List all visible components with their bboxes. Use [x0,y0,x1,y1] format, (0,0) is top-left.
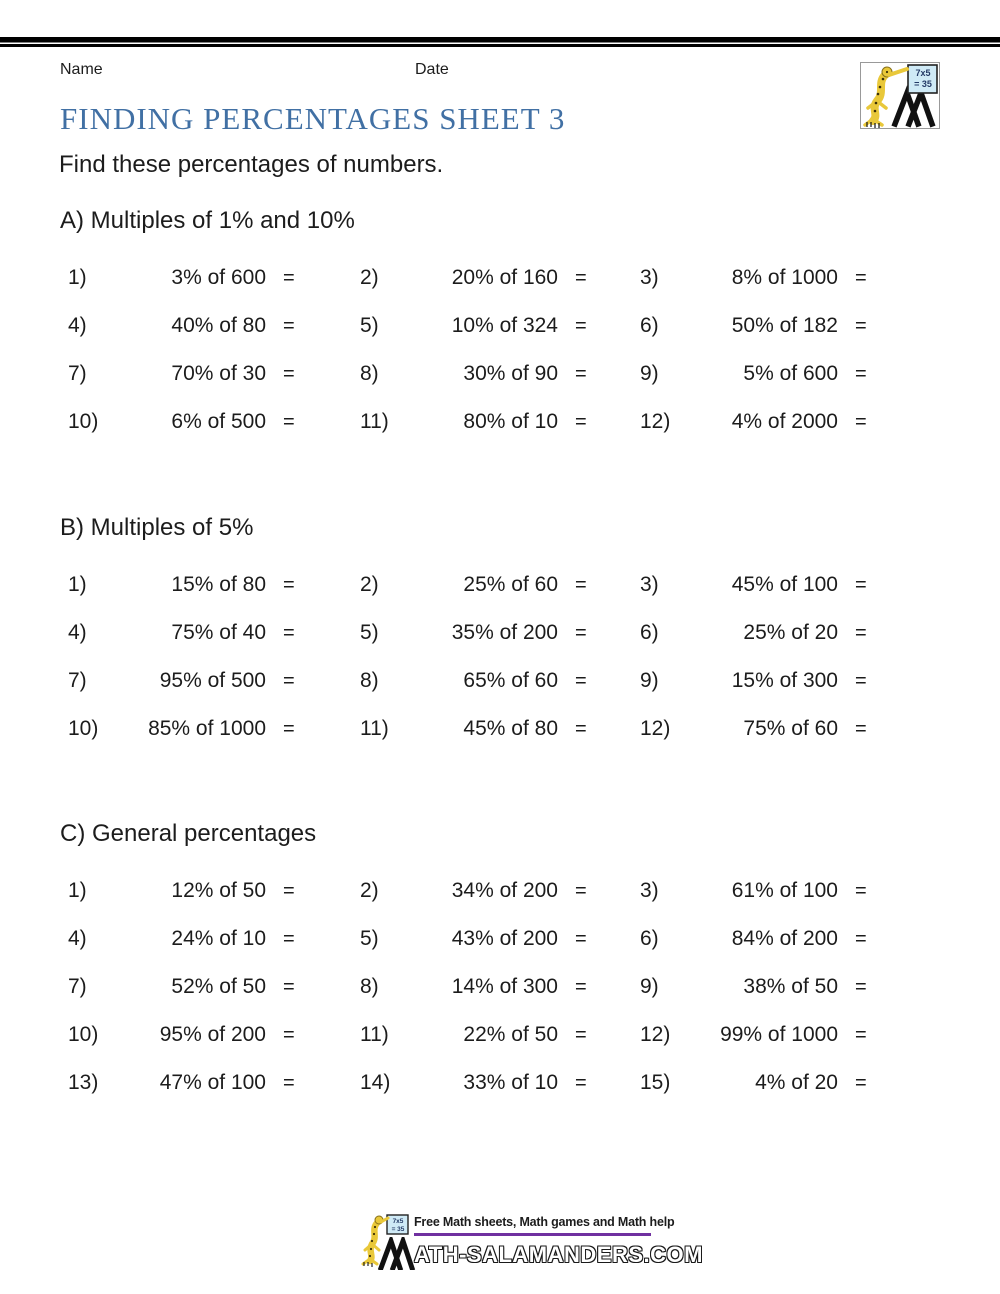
problem-expression: 43% of 200 [451,927,558,950]
problem-expression: 47% of 100 [159,1071,266,1094]
problem-expression: 40% of 80 [171,314,266,337]
problem-expression: 50% of 182 [731,314,838,337]
problem [352,705,632,753]
problem-number: 11) [360,717,389,740]
equals-sign: = [283,573,295,596]
problem-number: 4) [68,314,87,337]
problem-expression: 35% of 200 [451,621,558,644]
equals-sign: = [283,314,295,337]
problem-number: 12) [640,717,671,740]
problem [352,561,632,609]
equals-sign: = [283,669,295,692]
problem [352,254,632,302]
problem-expression: 70% of 30 [171,362,266,385]
problem-expression: 10% of 324 [451,314,558,337]
svg-text:7x5: 7x5 [392,1218,404,1225]
footer-tagline: Free Math sheets, Math games and Math help [414,1215,675,1229]
problem-number: 7) [68,975,87,998]
problem-number: 11) [360,410,389,433]
page-title: FINDING PERCENTAGES SHEET 3 [60,101,566,136]
problem-expression: 4% of 2000 [731,410,838,433]
problem [632,657,940,705]
salamander-logo-icon [861,63,939,128]
problem-expression: 95% of 200 [159,1023,266,1046]
problem-expression: 52% of 50 [171,975,266,998]
equals-sign: = [283,975,295,998]
problem-number: 9) [640,669,659,692]
footer-brand [352,1212,703,1274]
problem-number: 10) [68,1023,99,1046]
problem-number: 15) [640,1071,671,1094]
problem [352,1059,632,1107]
problem-expression: 34% of 200 [451,879,558,902]
section-b-problems [60,561,1000,753]
equals-sign: = [855,927,867,950]
problem-number: 1) [68,573,87,596]
problem-expression: 38% of 50 [743,975,838,998]
problem-number: 5) [360,927,379,950]
problem-expression: 30% of 90 [463,362,558,385]
problem [60,867,352,915]
problem [60,963,352,1011]
site-wordmark [378,1237,703,1270]
equals-sign: = [855,717,867,740]
equals-sign: = [283,621,295,644]
problem-expression: 24% of 10 [171,927,266,950]
problem-number: 10) [68,717,99,740]
problem-expression: 61% of 100 [731,879,838,902]
problem-number: 5) [360,621,379,644]
section-b-heading: B) Multiples of 5% [60,514,254,541]
m-logo-icon [895,93,932,124]
problem-number: 8) [360,669,379,692]
problem-expression: 45% of 80 [463,717,558,740]
equals-sign: = [575,314,587,337]
equals-sign: = [855,669,867,692]
problem [60,915,352,963]
equals-sign: = [575,879,587,902]
problem-number: 14) [360,1071,391,1094]
math-salamanders-logo [860,62,940,129]
equals-sign: = [575,1023,587,1046]
equals-sign: = [575,410,587,433]
problem-number: 7) [68,669,87,692]
problem-number: 5) [360,314,379,337]
equals-sign: = [855,410,867,433]
problem-number: 3) [640,879,659,902]
problem [60,561,352,609]
problem [632,705,940,753]
problem-expression: 15% of 300 [731,669,838,692]
equals-sign: = [575,717,587,740]
problem [632,254,940,302]
problem-expression: 8% of 1000 [731,266,838,289]
equals-sign: = [283,362,295,385]
problem-number: 2) [360,573,379,596]
problem [352,609,632,657]
problem [352,398,632,446]
problem-number: 3) [640,573,659,596]
problem [632,963,940,1011]
m-logo-icon [378,1237,416,1270]
whiteboard-icon [908,65,937,93]
problem-number: 6) [640,621,659,644]
equals-sign: = [575,669,587,692]
problem-expression: 22% of 50 [463,1023,558,1046]
problem-expression: 84% of 200 [731,927,838,950]
problem-number: 6) [640,314,659,337]
problem [60,657,352,705]
problem [632,1011,940,1059]
equals-sign: = [283,879,295,902]
problem-expression: 6% of 500 [171,410,266,433]
problem-number: 1) [68,879,87,902]
problem-number: 3) [640,266,659,289]
problem [60,398,352,446]
problem-expression: 5% of 600 [743,362,838,385]
problem-number: 9) [640,362,659,385]
section-c [0,820,1000,1107]
problem [352,350,632,398]
problem [352,963,632,1011]
name-label: Name [60,61,103,78]
problem-number: 1) [68,266,87,289]
problem-number: 12) [640,1023,671,1046]
problem-number: 2) [360,266,379,289]
equals-sign: = [855,314,867,337]
equals-sign: = [283,1023,295,1046]
equals-sign: = [855,975,867,998]
problem-number: 7) [68,362,87,385]
problem-number: 9) [640,975,659,998]
problem [60,254,352,302]
problem-expression: 45% of 100 [731,573,838,596]
equals-sign: = [575,927,587,950]
problem-expression: 95% of 500 [159,669,266,692]
equals-sign: = [855,621,867,644]
problem-number: 8) [360,362,379,385]
problem-expression: 14% of 300 [451,975,558,998]
problem-expression: 25% of 20 [743,621,838,644]
section-a [0,207,1000,446]
section-b [0,514,1000,753]
equals-sign: = [855,879,867,902]
problem-number: 11) [360,1023,389,1046]
problem-expression: 33% of 10 [463,1071,558,1094]
problem [60,705,352,753]
problem-expression: 80% of 10 [463,410,558,433]
svg-text:7x5: 7x5 [915,68,931,78]
problem [60,350,352,398]
svg-text:= 35: = 35 [391,1226,405,1233]
equals-sign: = [283,1071,295,1094]
equals-sign: = [855,573,867,596]
equals-sign: = [283,927,295,950]
problem [352,1011,632,1059]
problem [352,657,632,705]
equals-sign: = [575,266,587,289]
problem-number: 2) [360,879,379,902]
problem [632,1059,940,1107]
salamander-icon [865,67,907,128]
problem-number: 12) [640,410,671,433]
problem-expression: 3% of 600 [171,266,266,289]
top-divider-bar [0,37,1000,47]
equals-sign: = [575,975,587,998]
problem [352,915,632,963]
problem-number: 8) [360,975,379,998]
section-a-heading: A) Multiples of 1% and 10% [60,207,355,234]
problem [632,609,940,657]
equals-sign: = [283,717,295,740]
equals-sign: = [855,1023,867,1046]
footer-whiteboard-icon [387,1215,408,1234]
problem-expression: 20% of 160 [451,266,558,289]
problem [60,1011,352,1059]
problem-number: 4) [68,621,87,644]
problem [632,867,940,915]
equals-sign: = [575,573,587,596]
problem [632,398,940,446]
problem [60,1059,352,1107]
problem-number: 4) [68,927,87,950]
equals-sign: = [855,362,867,385]
footer-purple-rule [414,1233,651,1236]
equals-sign: = [575,621,587,644]
problem [632,350,940,398]
problem [632,561,940,609]
problem-expression: 4% of 20 [755,1071,838,1094]
site-name: ATH-SALAMANDERS.COM [414,1242,703,1267]
section-c-heading: C) General percentages [60,820,317,847]
problem-expression: 15% of 80 [171,573,266,596]
date-label: Date [415,61,449,78]
problem-expression: 75% of 40 [171,621,266,644]
problem-number: 10) [68,410,99,433]
problem-expression: 99% of 1000 [720,1023,838,1046]
problem [60,302,352,350]
equals-sign: = [575,1071,587,1094]
equals-sign: = [283,410,295,433]
equals-sign: = [855,1071,867,1094]
problem [632,915,940,963]
problem [352,302,632,350]
problem [632,302,940,350]
equals-sign: = [855,266,867,289]
problem-number: 13) [68,1071,99,1094]
section-a-problems [60,254,1000,446]
equals-sign: = [575,362,587,385]
problem [60,609,352,657]
problem-expression: 85% of 1000 [148,717,266,740]
problem-number: 6) [640,927,659,950]
problem-expression: 65% of 60 [463,669,558,692]
page-subtitle: Find these percentages of numbers. [59,151,444,178]
problem-expression: 75% of 60 [743,717,838,740]
problem [352,867,632,915]
problem-expression: 12% of 50 [171,879,266,902]
equals-sign: = [283,266,295,289]
svg-text:= 35: = 35 [914,79,932,89]
problem-expression: 25% of 60 [463,573,558,596]
section-c-problems [60,867,1000,1107]
